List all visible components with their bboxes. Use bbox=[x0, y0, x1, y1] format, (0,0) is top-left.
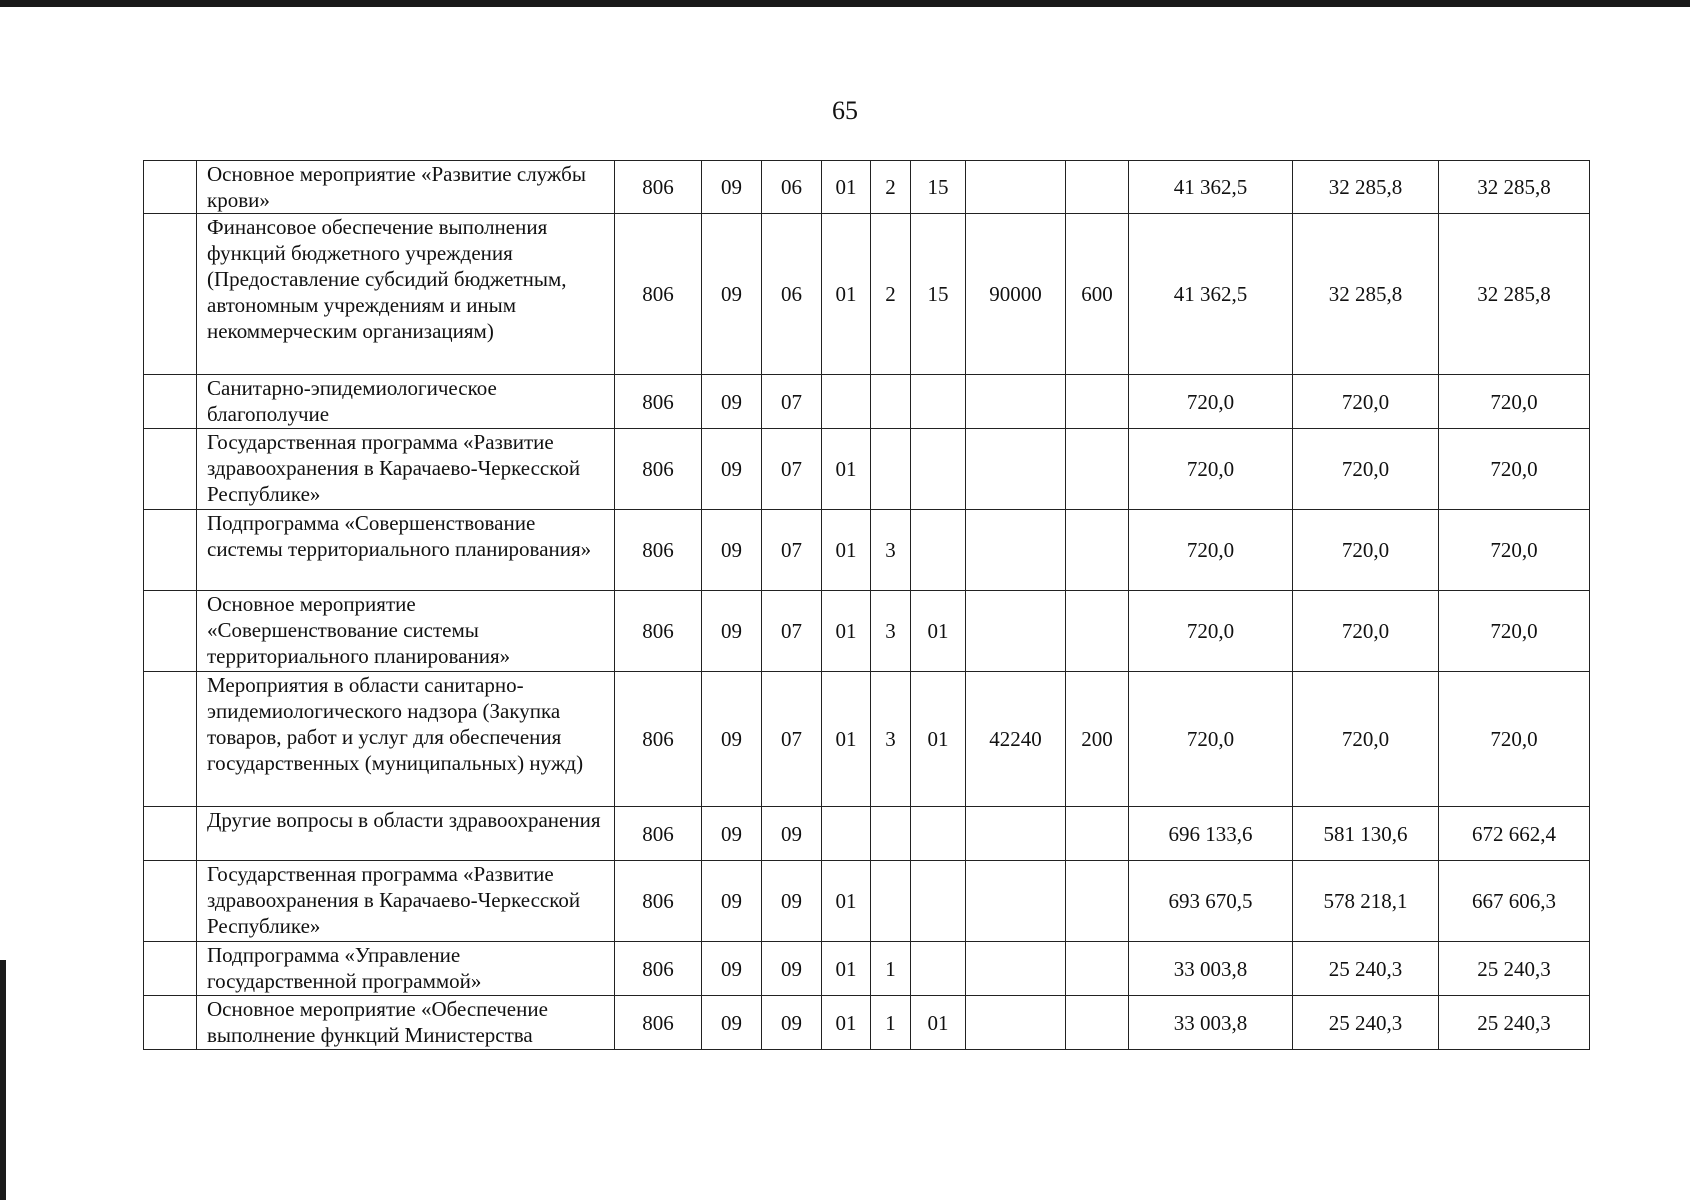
subprogram-cell: 3 bbox=[871, 591, 911, 672]
ved-cell: 806 bbox=[615, 510, 702, 591]
amount-year3-cell: 720,0 bbox=[1439, 510, 1590, 591]
amount-year3-cell: 25 240,3 bbox=[1439, 996, 1590, 1050]
ved-cell: 806 bbox=[615, 214, 702, 375]
ved-cell: 806 bbox=[615, 161, 702, 214]
program-cell: 01 bbox=[822, 214, 871, 375]
row-number-cell bbox=[144, 510, 197, 591]
activity-cell bbox=[911, 510, 966, 591]
amount-year3-cell: 32 285,8 bbox=[1439, 214, 1590, 375]
program-cell: 01 bbox=[822, 942, 871, 996]
table-row bbox=[144, 214, 1590, 375]
program-cell: 01 bbox=[822, 591, 871, 672]
row-number-cell bbox=[144, 591, 197, 672]
ved-cell: 806 bbox=[615, 429, 702, 510]
pr-cell: 07 bbox=[762, 672, 822, 807]
item-name-cell: Другие вопросы в области здравоохранения bbox=[197, 807, 615, 861]
subprogram-cell bbox=[871, 375, 911, 429]
table-row bbox=[144, 375, 1590, 429]
rz-cell: 09 bbox=[702, 996, 762, 1050]
amount-year3-cell: 720,0 bbox=[1439, 672, 1590, 807]
pr-cell: 09 bbox=[762, 861, 822, 942]
pr-cell: 06 bbox=[762, 214, 822, 375]
item-name-cell: Подпрограмма «Управление государственной программой» bbox=[197, 942, 615, 996]
item-name-cell: Государственная программа «Развитие здравоохранения в Карачаево-Черкесской Республике» bbox=[197, 861, 615, 942]
expense-type-cell bbox=[1066, 429, 1129, 510]
amount-year1-cell: 720,0 bbox=[1129, 672, 1293, 807]
item-name-cell: Основное мероприятие «Развитие службы крови» bbox=[197, 161, 615, 214]
rz-cell: 09 bbox=[702, 161, 762, 214]
row-number-cell bbox=[144, 214, 197, 375]
top-border-rule bbox=[0, 0, 1690, 7]
table-row bbox=[144, 591, 1590, 672]
amount-year1-cell: 720,0 bbox=[1129, 429, 1293, 510]
rz-cell: 09 bbox=[702, 807, 762, 861]
amount-year2-cell: 32 285,8 bbox=[1293, 161, 1439, 214]
ved-cell: 806 bbox=[615, 807, 702, 861]
rz-cell: 09 bbox=[702, 510, 762, 591]
subprogram-cell: 2 bbox=[871, 214, 911, 375]
direction-cell bbox=[966, 429, 1066, 510]
expense-type-cell bbox=[1066, 807, 1129, 861]
amount-year1-cell: 720,0 bbox=[1129, 375, 1293, 429]
ved-cell: 806 bbox=[615, 942, 702, 996]
rz-cell: 09 bbox=[702, 942, 762, 996]
pr-cell: 09 bbox=[762, 996, 822, 1050]
row-number-cell bbox=[144, 429, 197, 510]
amount-year2-cell: 720,0 bbox=[1293, 429, 1439, 510]
amount-year2-cell: 578 218,1 bbox=[1293, 861, 1439, 942]
table-row bbox=[144, 161, 1590, 214]
program-cell: 01 bbox=[822, 996, 871, 1050]
direction-cell bbox=[966, 591, 1066, 672]
row-number-cell bbox=[144, 861, 197, 942]
rz-cell: 09 bbox=[702, 861, 762, 942]
amount-year2-cell: 720,0 bbox=[1293, 591, 1439, 672]
amount-year3-cell: 25 240,3 bbox=[1439, 942, 1590, 996]
subprogram-cell bbox=[871, 429, 911, 510]
amount-year1-cell: 720,0 bbox=[1129, 510, 1293, 591]
program-cell: 01 bbox=[822, 429, 871, 510]
direction-cell bbox=[966, 375, 1066, 429]
amount-year2-cell: 581 130,6 bbox=[1293, 807, 1439, 861]
activity-cell: 15 bbox=[911, 214, 966, 375]
expense-type-cell bbox=[1066, 591, 1129, 672]
row-number-cell bbox=[144, 161, 197, 214]
table-row bbox=[144, 429, 1590, 510]
expense-type-cell bbox=[1066, 996, 1129, 1050]
table-row bbox=[144, 672, 1590, 807]
amount-year3-cell: 720,0 bbox=[1439, 429, 1590, 510]
ved-cell: 806 bbox=[615, 861, 702, 942]
amount-year3-cell: 32 285,8 bbox=[1439, 161, 1590, 214]
budget-table bbox=[143, 160, 1590, 1050]
rz-cell: 09 bbox=[702, 591, 762, 672]
rz-cell: 09 bbox=[702, 429, 762, 510]
expense-type-cell bbox=[1066, 942, 1129, 996]
expense-type-cell bbox=[1066, 861, 1129, 942]
program-cell bbox=[822, 807, 871, 861]
table-row bbox=[144, 861, 1590, 942]
pr-cell: 07 bbox=[762, 591, 822, 672]
direction-cell bbox=[966, 510, 1066, 591]
amount-year1-cell: 33 003,8 bbox=[1129, 942, 1293, 996]
amount-year2-cell: 32 285,8 bbox=[1293, 214, 1439, 375]
direction-cell: 90000 bbox=[966, 214, 1066, 375]
item-name-cell: Финансовое обеспечение выполнения функций бюджетного учреждения (Предоставление субсидий бюджетным, автономным учреждениям и иным некоммерческим организациям) bbox=[197, 214, 615, 375]
activity-cell: 01 bbox=[911, 996, 966, 1050]
pr-cell: 09 bbox=[762, 942, 822, 996]
activity-cell bbox=[911, 807, 966, 861]
amount-year2-cell: 720,0 bbox=[1293, 510, 1439, 591]
page-number: 65 bbox=[832, 96, 858, 125]
direction-cell bbox=[966, 996, 1066, 1050]
activity-cell: 15 bbox=[911, 161, 966, 214]
amount-year1-cell: 33 003,8 bbox=[1129, 996, 1293, 1050]
rz-cell: 09 bbox=[702, 375, 762, 429]
ved-cell: 806 bbox=[615, 996, 702, 1050]
subprogram-cell: 1 bbox=[871, 996, 911, 1050]
subprogram-cell bbox=[871, 807, 911, 861]
pr-cell: 07 bbox=[762, 510, 822, 591]
item-name-cell: Основное мероприятие «Обеспечение выполнение функций Министерства bbox=[197, 996, 615, 1050]
table-row bbox=[144, 510, 1590, 591]
activity-cell bbox=[911, 942, 966, 996]
subprogram-cell: 3 bbox=[871, 510, 911, 591]
item-name-cell: Государственная программа «Развитие здравоохранения в Карачаево-Черкесской Республике» bbox=[197, 429, 615, 510]
amount-year1-cell: 696 133,6 bbox=[1129, 807, 1293, 861]
amount-year1-cell: 693 670,5 bbox=[1129, 861, 1293, 942]
activity-cell: 01 bbox=[911, 672, 966, 807]
pr-cell: 06 bbox=[762, 161, 822, 214]
amount-year2-cell: 720,0 bbox=[1293, 672, 1439, 807]
left-margin-rule bbox=[0, 960, 6, 1200]
amount-year1-cell: 720,0 bbox=[1129, 591, 1293, 672]
pr-cell: 07 bbox=[762, 375, 822, 429]
ved-cell: 806 bbox=[615, 672, 702, 807]
row-number-cell bbox=[144, 996, 197, 1050]
row-number-cell bbox=[144, 375, 197, 429]
subprogram-cell: 3 bbox=[871, 672, 911, 807]
item-name-cell: Основное мероприятие «Совершенствование системы территориального планирования» bbox=[197, 591, 615, 672]
amount-year3-cell: 667 606,3 bbox=[1439, 861, 1590, 942]
program-cell: 01 bbox=[822, 510, 871, 591]
expense-type-cell bbox=[1066, 161, 1129, 214]
amount-year1-cell: 41 362,5 bbox=[1129, 214, 1293, 375]
table-row bbox=[144, 942, 1590, 996]
row-number-cell bbox=[144, 672, 197, 807]
subprogram-cell: 1 bbox=[871, 942, 911, 996]
expense-type-cell: 600 bbox=[1066, 214, 1129, 375]
activity-cell bbox=[911, 429, 966, 510]
item-name-cell: Мероприятия в области санитарно-эпидемиологического надзора (Закупка товаров, работ и услуг для обеспечения государственных (муниципальных) нужд) bbox=[197, 672, 615, 807]
item-name-cell: Санитарно-эпидемиологическое благополучие bbox=[197, 375, 615, 429]
activity-cell bbox=[911, 861, 966, 942]
pr-cell: 09 bbox=[762, 807, 822, 861]
program-cell bbox=[822, 375, 871, 429]
amount-year3-cell: 720,0 bbox=[1439, 375, 1590, 429]
direction-cell bbox=[966, 861, 1066, 942]
table-row bbox=[144, 996, 1590, 1050]
expense-type-cell: 200 bbox=[1066, 672, 1129, 807]
expense-type-cell bbox=[1066, 510, 1129, 591]
rz-cell: 09 bbox=[702, 672, 762, 807]
expense-type-cell bbox=[1066, 375, 1129, 429]
subprogram-cell bbox=[871, 861, 911, 942]
direction-cell bbox=[966, 942, 1066, 996]
table-row bbox=[144, 807, 1590, 861]
item-name-cell: Подпрограмма «Совершенствование системы территориального планирования» bbox=[197, 510, 615, 591]
ved-cell: 806 bbox=[615, 375, 702, 429]
subprogram-cell: 2 bbox=[871, 161, 911, 214]
rz-cell: 09 bbox=[702, 214, 762, 375]
program-cell: 01 bbox=[822, 161, 871, 214]
direction-cell bbox=[966, 161, 1066, 214]
pr-cell: 07 bbox=[762, 429, 822, 510]
direction-cell bbox=[966, 807, 1066, 861]
ved-cell: 806 bbox=[615, 591, 702, 672]
amount-year2-cell: 720,0 bbox=[1293, 375, 1439, 429]
row-number-cell bbox=[144, 942, 197, 996]
amount-year3-cell: 672 662,4 bbox=[1439, 807, 1590, 861]
program-cell: 01 bbox=[822, 861, 871, 942]
amount-year2-cell: 25 240,3 bbox=[1293, 996, 1439, 1050]
amount-year2-cell: 25 240,3 bbox=[1293, 942, 1439, 996]
activity-cell bbox=[911, 375, 966, 429]
activity-cell: 01 bbox=[911, 591, 966, 672]
program-cell: 01 bbox=[822, 672, 871, 807]
row-number-cell bbox=[144, 807, 197, 861]
direction-cell: 42240 bbox=[966, 672, 1066, 807]
amount-year3-cell: 720,0 bbox=[1439, 591, 1590, 672]
amount-year1-cell: 41 362,5 bbox=[1129, 161, 1293, 214]
